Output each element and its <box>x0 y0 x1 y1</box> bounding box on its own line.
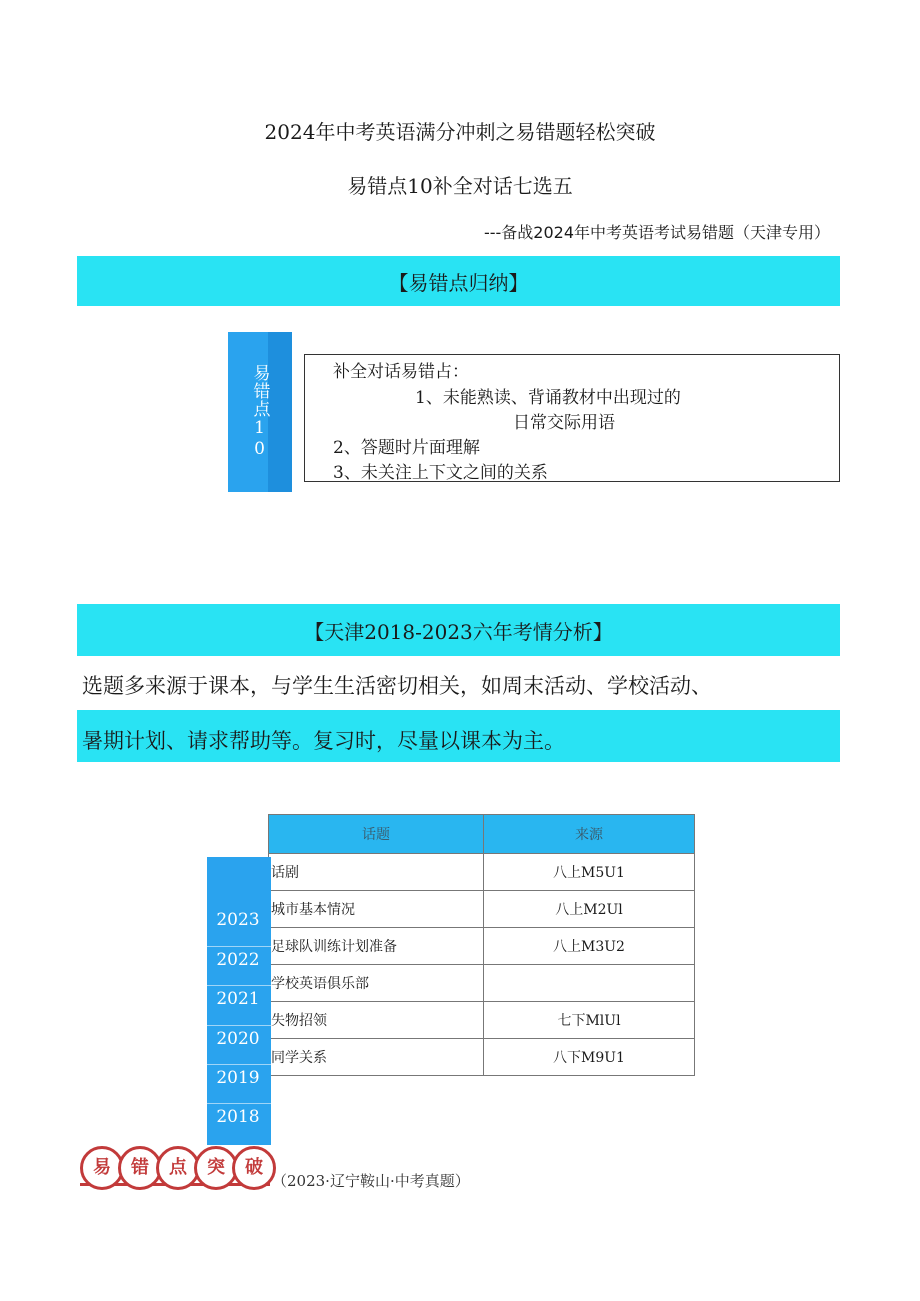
table-cell-topic: 话剧 <box>269 854 484 891</box>
section-heading-analysis <box>77 604 840 656</box>
page-subtitle: 易错点10补全对话七选五 <box>347 174 573 198</box>
topics-table <box>268 814 695 1076</box>
error-point-tag-label: 易错点10 <box>249 364 270 460</box>
table-cell-topic: 失物招领 <box>269 1002 484 1039</box>
table-row <box>269 854 695 891</box>
table-cell-source: 八上M2Ul <box>484 891 695 928</box>
table-cell-source <box>484 965 695 1002</box>
stamp-char: 错 <box>118 1146 162 1190</box>
table-cell-topic: 足球队训练计划准备 <box>269 928 484 965</box>
table-header-source: 来源 <box>484 815 695 854</box>
year-label: 2018 <box>216 1107 260 1127</box>
table-cell-source: 八上M5U1 <box>484 854 695 891</box>
error-summary-box <box>304 354 840 482</box>
table-row <box>269 891 695 928</box>
table-header-topic: 话题 <box>269 815 484 854</box>
table-cell-topic: 学校英语俱乐部 <box>269 965 484 1002</box>
stamp-char: 易 <box>80 1146 124 1190</box>
year-label: 2022 <box>216 950 260 970</box>
year-label: 2019 <box>216 1068 260 1088</box>
year-divider <box>207 985 271 986</box>
section-heading-analysis-text: 【天津2018-2023六年考情分析】 <box>304 620 613 644</box>
table-header-row <box>269 815 695 854</box>
year-divider <box>207 1064 271 1065</box>
analysis-paragraph-line-2: 暑期计划、请求帮助等。复习时，尽量以课本为主。 <box>82 729 565 753</box>
table-row <box>269 965 695 1002</box>
page-note: ---备战2024年中考英语考试易错题（天津专用） <box>483 223 830 242</box>
analysis-paragraph-line-1: 选题多来源于课本，与学生生活密切相关，如周末活动、学校活动、 <box>82 674 712 698</box>
error-summary-line: 日常交际用语 <box>513 413 615 433</box>
year-divider <box>207 1103 271 1104</box>
analysis-highlight-band <box>77 710 840 762</box>
error-summary-line: 1、未能熟读、背诵教材中出现过的 <box>415 388 681 408</box>
stamp-char: 突 <box>194 1146 238 1190</box>
stamp-char: 点 <box>156 1146 200 1190</box>
table-row <box>269 928 695 965</box>
page-title: 2024年中考英语满分冲刺之易错题轻松突破 <box>264 120 656 144</box>
exam-source-caption: （2023·辽宁鞍山·中考真题） <box>272 1172 470 1190</box>
year-divider <box>207 1025 271 1026</box>
table-cell-source: 七下MlUl <box>484 1002 695 1039</box>
stamp-char: 破 <box>232 1146 276 1190</box>
year-label: 2020 <box>216 1029 260 1049</box>
table-cell-source: 八下M9U1 <box>484 1039 695 1076</box>
table-cell-topic: 同学关系 <box>269 1039 484 1076</box>
year-label: 2023 <box>216 910 260 930</box>
table-row <box>269 1039 695 1076</box>
error-summary-line: 补全对话易错占： <box>333 362 469 382</box>
error-summary-line: 2、答题时片面理解 <box>333 438 480 458</box>
year-label: 2021 <box>216 989 260 1009</box>
section-heading-errors <box>77 256 840 306</box>
section-heading-errors-text: 【易错点归纳】 <box>388 271 529 295</box>
table-cell-topic: 城市基本情况 <box>269 891 484 928</box>
error-summary-line: 3、未关注上下文之间的关系 <box>333 463 548 483</box>
table-row <box>269 1002 695 1039</box>
year-divider <box>207 946 271 947</box>
table-cell-source: 八上M3U2 <box>484 928 695 965</box>
